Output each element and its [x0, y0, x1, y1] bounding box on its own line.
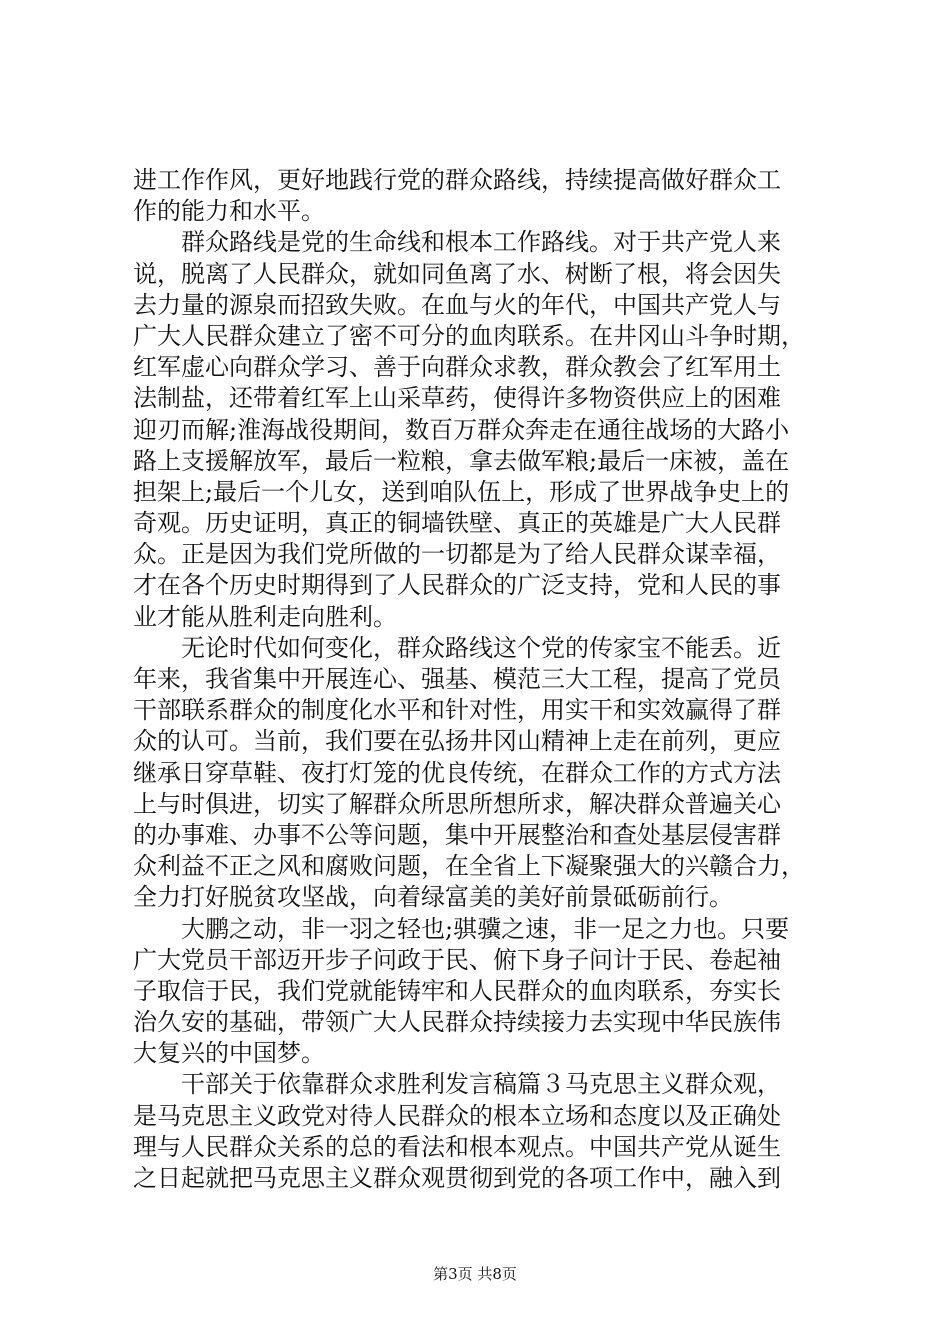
text-line: 干部关于依靠群众求胜利发言稿篇３马克思主义群众观，	[181, 1070, 781, 1099]
text-line: 是马克思主义政党对待人民群众的根本立场和态度以及正确处	[133, 1101, 781, 1130]
text-line: 迎刃而解;淮海战役期间，数百万群众奔走在通往战场的大路小	[133, 415, 790, 444]
text-line: 众。正是因为我们党所做的一切都是为了给人民群众谋幸福，	[133, 540, 781, 569]
body-text	[133, 165, 823, 1194]
text-line: 法制盐，还带着红军上山采草药，使得许多物资供应上的困难	[133, 384, 781, 413]
text-line: 之日起就把马克思主义群众观贯彻到党的各项工作中，融入到	[133, 1164, 781, 1192]
page-footer: 第3页 共8页	[433, 1265, 517, 1283]
text-line: 去力量的源泉而招致失败。在血与火的年代，中国共产党人与	[133, 290, 781, 319]
text-line: 才在各个历史时期得到了人民群众的广泛支持，党和人民的事	[133, 571, 781, 600]
text-line: 子取信于民，我们党就能铸牢和人民群众的血肉联系，夯实长	[133, 976, 781, 1005]
text-line: 干部联系群众的制度化水平和针对性，用实干和实效赢得了群	[133, 696, 781, 725]
text-line: 理与人民群众关系的总的看法和根本观点。中国共产党从诞生	[133, 1132, 781, 1161]
text-line: 继承日穿草鞋、夜打灯笼的优良传统，在群众工作的方式方法	[133, 758, 781, 787]
text-line: 的办事难、办事不公等问题，集中开展整治和查处基层侵害群	[133, 820, 781, 849]
text-line: 众的认可。当前，我们要在弘扬井冈山精神上走在前列，更应	[133, 727, 781, 756]
text-line: 路上支援解放军，最后一粒粮，拿去做军粮;最后一床被，盖在	[133, 446, 790, 475]
text-line: 全力打好脱贫攻坚战，向着绿富美的美好前景砥砺前行。	[133, 883, 733, 912]
text-line: 无论时代如何变化，群众路线这个党的传家宝不能丢。近	[181, 633, 781, 662]
text-line: 广大党员干部迈开步子问政于民、俯下身子问计于民、卷起袖	[133, 945, 781, 974]
text-line: 说，脱离了人民群众，就如同鱼离了水、树断了根，将会因失	[133, 259, 781, 288]
text-line: 群众路线是党的生命线和根本工作路线。对于共产党人来	[181, 228, 781, 257]
text-line: 广大人民群众建立了密不可分的血肉联系。在井冈山斗争时期，	[133, 321, 805, 350]
text-line: 作的能力和水平。	[133, 197, 325, 226]
text-line: 大鹏之动，非一羽之轻也;骐骥之速，非一足之力也。只要	[181, 914, 790, 943]
text-line: 年来，我省集中开展连心、强基、模范三大工程，提高了党员	[133, 665, 781, 693]
text-line: 上与时俱进，切实了解群众所思所想所求，解决群众普遍关心	[133, 789, 781, 818]
text-line: 众利益不正之风和腐败问题，在全省上下凝聚强大的兴赣合力，	[133, 852, 805, 881]
text-line: 红军虚心向群众学习、善于向群众求教，群众教会了红军用土	[133, 353, 781, 382]
text-line: 业才能从胜利走向胜利。	[133, 602, 397, 631]
text-line: 治久安的基础，带领广大人民群众持续接力去实现中华民族伟	[133, 1008, 781, 1037]
text-line: 担架上;最后一个儿女，送到咱队伍上，形成了世界战争史上的	[133, 477, 790, 506]
text-line: 进工作作风，更好地践行党的群众路线，持续提高做好群众工	[133, 166, 781, 194]
text-line: 大复兴的中国梦。	[133, 1039, 325, 1068]
text-line: 奇观。历史证明，真正的铜墙铁壁、真正的英雄是广大人民群	[133, 509, 781, 538]
